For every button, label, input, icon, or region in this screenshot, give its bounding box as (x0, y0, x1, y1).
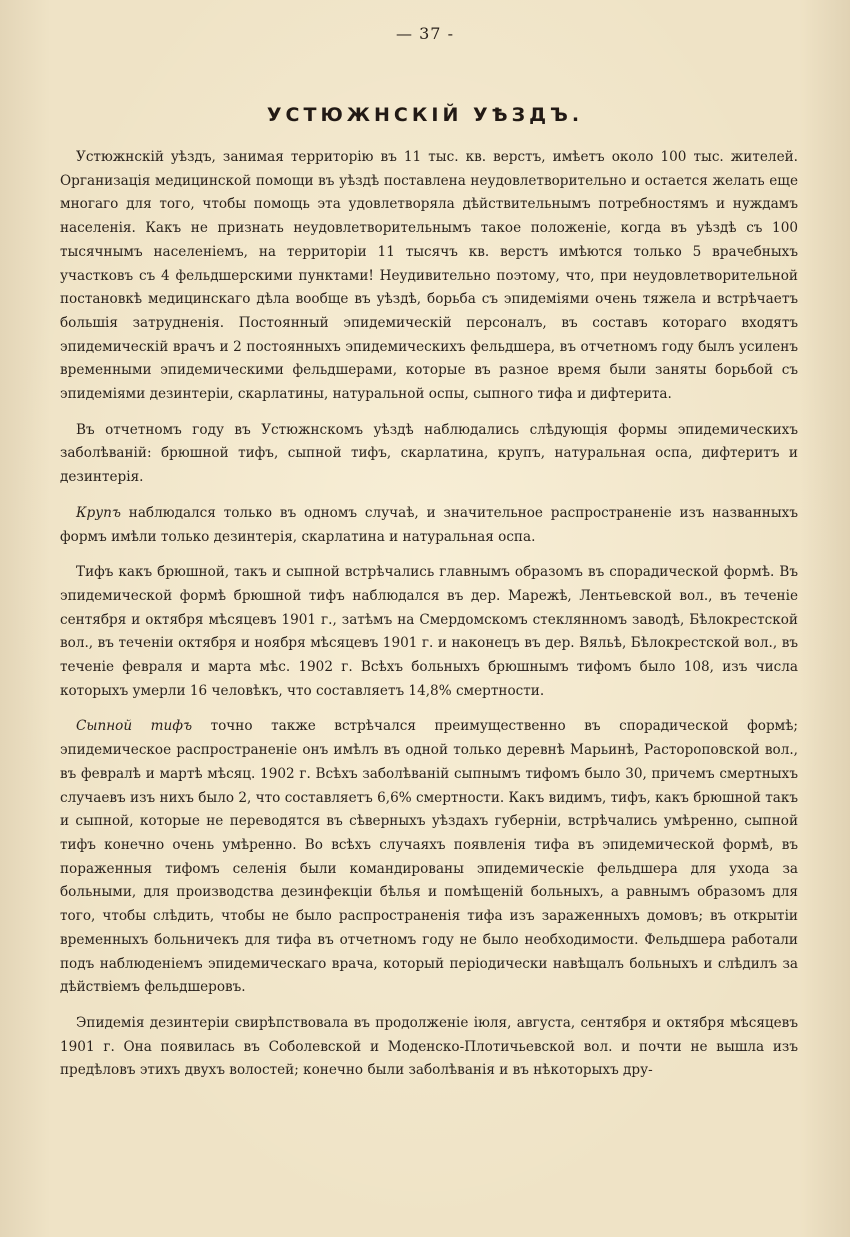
paragraph-text: точно также встрѣчался преимущественно въ спорадической формѣ; эпидемическое распространеніе онъ имѣлъ въ одной только деревнѣ Марьинѣ, Растороповской вол., въ февралѣ и мартѣ мѣсяц. 1902 г. Всѣхъ заболѣваній сыпнымъ тифомъ было 30, причемъ смертныхъ случаевъ изъ нихъ было 2, что составляетъ 6,6% смертности. Какъ видимъ, тифъ, какъ брюшной такъ и сыпной, которые не переводятся въ сѣверныхъ уѣздахъ губерніи, встрѣчались умѣренно, сыпной тифъ конечно очень умѣренно. Во всѣхъ случаяхъ появленія тифа въ эпидемической формѣ, въ пораженныя тифомъ селенія были командированы эпидемическіе фельдшера для ухода за больными, для производства дезинфекціи бѣлья и помѣщеній больныхъ, а равнымъ образомъ для того, чтобы слѣдить, чтобы не было распространенія тифа изъ зараженныхъ домовъ; въ открытіи временныхъ больничекъ для тифа въ отчетномъ году не было необходимости. Фельдшера работали подъ наблюденіемъ эпидемическаго врача, который періодически навѣщалъ больныхъ и слѣдилъ за дѣйствіемъ фельдшеровъ. (60, 718, 799, 996)
paragraph-text: наблюдался только въ одномъ случаѣ, и значительное распространеніе изъ названныхъ формъ имѣли только дезинтерія, скарлатина и натуральная оспа. (60, 504, 798, 545)
paragraph-lead-italic: Сыпной тифъ (76, 718, 193, 735)
paragraph-dysentery (60, 1012, 798, 1083)
page-number: — 37 - (396, 24, 454, 43)
paragraph-text: Тифъ какъ брюшной, такъ и сыпной встрѣчались главнымъ образомъ въ спорадической формѣ. Въ эпидемической формѣ брюшной тифъ наблюдался въ дер. Марежѣ, Лентьевской вол., въ теченіе сентября и октября мѣсяцевъ 1901 г., затѣмъ на Смердомскомъ стеклянномъ заводѣ, Бѣлокрестской вол., въ теченіи октября и ноября мѣсяцевъ 1901 г. и наконецъ въ дер. Вяльѣ, Бѣлокрестской вол., въ теченіе февраля и марта мѣс. 1902 г. Всѣхъ больныхъ брюшнымъ тифомъ было 108, изъ числа которыхъ умерли 16 человѣкъ, что составляетъ 14,8% смертности. (60, 564, 798, 699)
section-heading: УСТЮЖНСКІЙ УѢЗДЪ. (266, 104, 584, 126)
paragraph-text: Устюжнскій уѣздъ, занимая территорію въ 11 тыс. кв. верстъ, имѣетъ около 100 тыс. жителей. Организація медицинской помощи въ уѣздѣ поставлена неудовлетворительно и остается желать еще многаго для того, чтобы помощь эта удовлетворяла дѣйствительнымъ потребностямъ и нуждамъ населенія. Какъ не признать неудовлетворительнымъ такое положеніе, когда въ уѣздѣ съ 100 тысячнымъ населеніемъ, на территоріи 11 тысячъ кв. верстъ имѣются только 5 врачебныхъ участковъ съ 4 фельдшерскими пунктами! Неудивительно поэтому, что, при неудовлетворительной постановкѣ медицинскаго дѣла вообще въ уѣздѣ, борьба съ эпидеміями очень тяжела и встрѣчаетъ большія затрудненія. Постоянный эпидемическій персоналъ, въ составъ котораго входятъ эпидемическій врачъ и 2 постоянныхъ эпидемическихъ фельдшера, въ отчетномъ году былъ усиленъ временными эпидемическими фельдшерами, которые въ разное время были заняты борьбой съ эпидеміями дезинтеріи, скарлатины, натуральной оспы, сыпного тифа и дифтерита. (60, 149, 798, 403)
paragraph-text: Въ отчетномъ году въ Устюжнскомъ уѣздѣ наблюдались слѣдующія формы эпидемическихъ заболѣваній: брюшной тифъ, сыпной тифъ, скарлатина, крупъ, натуральная оспа, дифтеритъ и дезинтерія. (60, 421, 798, 486)
paragraph-croup (60, 502, 798, 549)
paragraph-lead-italic: Крупъ (76, 504, 121, 521)
body-text (60, 146, 798, 1095)
paragraph-typhoid (60, 561, 798, 703)
paragraph-disease-forms (60, 419, 798, 490)
paragraph-typhus (60, 715, 798, 999)
paragraph-text: Эпидемія дезинтеріи свирѣпствовала въ продолженіе іюля, августа, сентября и октября мѣсяцевъ 1901 г. Она появилась въ Соболевской и Моденско-Плотичьевской вол. и почти не вышла изъ предѣловъ этихъ двухъ волостей; конечно были заболѣванія и въ нѣкоторыхъ дру- (60, 1014, 798, 1079)
paragraph-intro (60, 146, 798, 407)
